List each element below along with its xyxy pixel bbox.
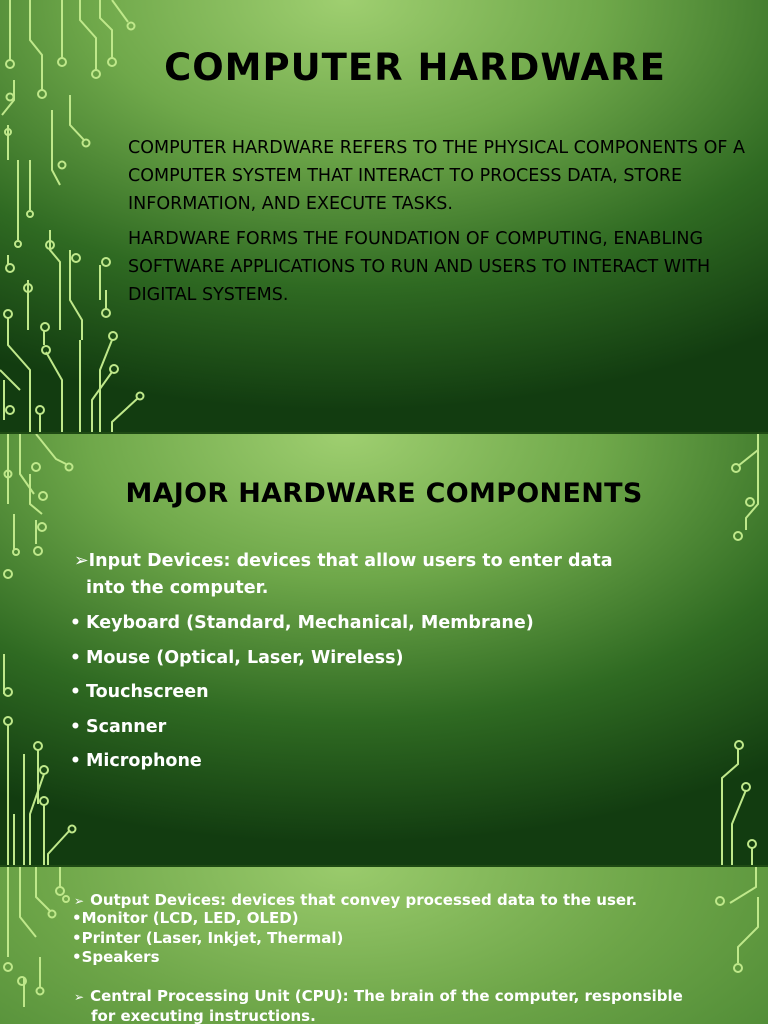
bullet-icon: •	[70, 647, 81, 668]
list-item: •Speakers	[72, 948, 160, 966]
list-item: • Mouse (Optical, Laser, Wireless)	[70, 641, 534, 676]
input-devices-list	[70, 606, 534, 779]
bullet-icon: •	[70, 613, 81, 633]
hardware-foundation-paragraph: HARDWARE FORMS THE FOUNDATION OF COMPUTING, ENABLING SOFTWARE APPLICATIONS TO RUN AND USERS TO INTERACT WITH DIGITAL SYSTEMS.	[128, 229, 711, 305]
list-item: •Monitor (LCD, LED, OLED)	[72, 909, 299, 927]
slide-3	[0, 867, 768, 1024]
hardware-definition-paragraph: COMPUTER HARDWARE REFERS TO THE PHYSICAL COMPONENTS OF A COMPUTER SYSTEM THAT INTERACT TO PROCESS DATA, STORE INFORMATION, AND EXECUTE TASKS.	[128, 138, 746, 214]
bullet-icon: •	[70, 682, 81, 703]
output-devices-heading: ➢ Output Devices: devices that convey processed data to the user.	[74, 891, 638, 909]
bullet-icon: •	[70, 716, 81, 737]
circuit-board-decoration	[708, 867, 768, 1024]
circuit-board-decoration	[0, 867, 80, 1024]
input-devices-heading-line-2: into the computer.	[86, 578, 269, 598]
input-devices-heading-line-1: Input Devices: devices that allow users to enter data	[88, 551, 613, 571]
cpu-heading: ➢ Central Processing Unit (CPU): The brain of the computer, responsible for executing instructions.	[74, 987, 683, 1024]
arrow-bullet-icon: ➢	[74, 551, 89, 571]
list-item: • Touchscreen	[70, 675, 534, 710]
slide-2	[0, 434, 768, 865]
slide-title: MAJOR HARDWARE COMPONENTS	[125, 478, 643, 509]
slide-title: COMPUTER HARDWARE	[164, 46, 666, 89]
list-item: •Printer (Laser, Inkjet, Thermal)	[72, 928, 344, 947]
list-item: • Microphone	[70, 744, 534, 779]
list-item: • Scanner	[70, 710, 534, 745]
arrow-bullet-icon: ➢	[74, 990, 85, 1004]
slide-1	[0, 0, 768, 432]
list-item: • Keyboard (Standard, Mechanical, Membrane)	[70, 606, 534, 641]
arrow-bullet-icon: ➢	[74, 894, 85, 908]
bullet-icon: •	[70, 751, 81, 772]
input-devices-heading	[74, 548, 714, 602]
output-devices-list	[72, 909, 343, 968]
